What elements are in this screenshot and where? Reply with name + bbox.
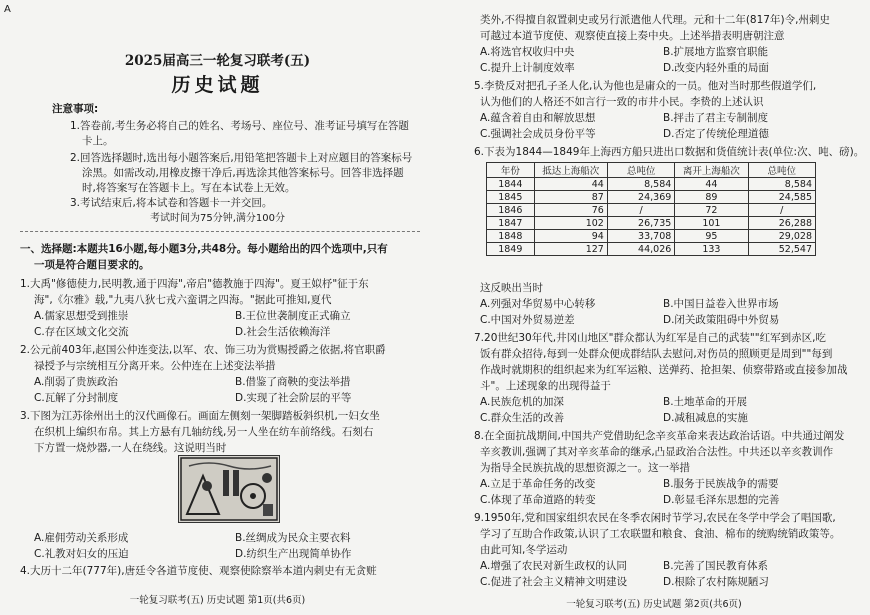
option[interactable]: B.借鉴了商鞅的变法举措 <box>235 376 351 388</box>
section-heading: 一项是符合题目要求的。 <box>34 259 150 271</box>
table-cell: 1845 <box>487 191 535 204</box>
option[interactable]: C.瓦解了分封制度 <box>34 392 119 404</box>
question-6-stem: 这反映出当时 <box>480 282 543 294</box>
option[interactable]: C.存在区域文化交流 <box>34 326 129 338</box>
question-2: 禄授予与宗统相互分离开来。公仲连在上述变法举措 <box>34 360 276 372</box>
question-6: 6.下表为1844—1849年上海西方船只进出口数据和货值统计表(单位:次、吨、磅)。 <box>474 146 865 158</box>
table-cell: 24,369 <box>607 191 674 204</box>
option[interactable]: B.土地革命的开展 <box>663 396 748 408</box>
table-cell: 76 <box>534 204 607 217</box>
option[interactable]: A.将选官权收归中央 <box>480 46 575 58</box>
table-cell: 8,584 <box>748 178 816 191</box>
page-footer: 一轮复习联考(五) 历史试题 第2页(共6页) <box>566 599 742 610</box>
table-cell: 1848 <box>487 230 535 243</box>
option[interactable]: A.雇佣劳动关系形成 <box>34 532 129 544</box>
question-3: 下方置一烧炒器,一人在绕线。这说明当时 <box>34 442 227 454</box>
table-cell: 87 <box>534 191 607 204</box>
table-cell: 133 <box>675 243 748 256</box>
table-header: 离开上海船次 <box>675 163 748 178</box>
section-heading: 一、选择题:本题共16小题,每小题3分,共48分。每小题给出的四个选项中,只有 <box>20 243 388 255</box>
option[interactable]: A.蕴含着自由和解放思想 <box>480 112 596 124</box>
question-9: 由此可知,冬学运动 <box>480 544 568 556</box>
option[interactable]: D.闭关政策阻碍中外贸易 <box>663 314 780 326</box>
table-row <box>487 178 816 191</box>
option[interactable]: B.王位世袭制度正式确立 <box>235 310 351 322</box>
table-row <box>487 204 816 217</box>
table-cell: / <box>607 204 674 217</box>
question-8: 8.在全面抗战期间,中国共产党借助纪念辛亥革命来表达政治话语。中共通过阐发 <box>474 430 845 442</box>
table-cell: 1844 <box>487 178 535 191</box>
option[interactable]: A.立足于革命任务的改变 <box>480 478 596 490</box>
table-cell: 101 <box>675 217 748 230</box>
table-cell: 102 <box>534 217 607 230</box>
option[interactable]: C.促进了社会主义精神文明建设 <box>480 576 628 588</box>
exam-title: 2025届高三一轮复习联考(五) <box>124 53 311 69</box>
table-cell: 1846 <box>487 204 535 217</box>
notice-label: 注意事项: <box>52 103 99 115</box>
option[interactable]: B.抨击了君主专制制度 <box>663 112 769 124</box>
option[interactable]: A.儒家思想受到推崇 <box>34 310 129 322</box>
table-cell: 29,028 <box>748 230 816 243</box>
option[interactable]: D.彰显毛泽东思想的完善 <box>663 494 780 506</box>
question-9: 学习了互助合作政策,认识了工农联盟和粮食、食油、棉布的统购统销政策等。 <box>480 528 841 540</box>
option[interactable]: A.民族危机的加深 <box>480 396 564 408</box>
table-row <box>487 243 816 256</box>
notice-line: 涂黑。如需改动,用橡皮擦干净后,再选涂其他答案标号。回答非选择题 <box>82 167 404 179</box>
time-line: 考试时间为75分钟,满分100分 <box>150 213 285 224</box>
stone-relief-image <box>178 455 280 523</box>
option[interactable]: B.中国日益卷入世界市场 <box>663 298 779 310</box>
question-4: 4.大历十二年(777年),唐廷令各道节度使、观察使除察举本道内刺史有无贪赃 <box>20 565 377 577</box>
question-3: 在织机上编织布帛。其上方悬有几轴纺线,另一人坐在纺车前络线。石刻右 <box>34 426 374 438</box>
subject-title: 历史试题 <box>171 74 264 96</box>
option[interactable]: D.根除了农村陈规陋习 <box>663 576 769 588</box>
table-cell: 26,735 <box>607 217 674 230</box>
table-cell: 52,547 <box>748 243 816 256</box>
question-7: 斗"。上述现象的出现得益于 <box>480 380 611 392</box>
table-cell: 95 <box>675 230 748 243</box>
option[interactable]: C.中国对外贸易逆差 <box>480 314 575 326</box>
corner-mark: A <box>4 4 11 15</box>
option[interactable]: A.增强了农民对新生政权的认同 <box>480 560 627 572</box>
question-8: 为指导全民族抗战的思想资源之一。这一举措 <box>480 462 690 474</box>
question-5: 认为他们的人格还不如言行一致的市井小民。李贽的上述认识 <box>480 96 764 108</box>
table-cell: 89 <box>675 191 748 204</box>
question-7: 7.20世纪30年代,井冈山地区"群众都认为红军是自己的武装""红军到赤区,吃 <box>474 332 826 344</box>
question-7: 饭有群众招待,每到一处群众便成群结队去慰问,对伤员的照顾更是周到""每到 <box>480 348 833 360</box>
option[interactable]: D.改变内轻外重的局面 <box>663 62 769 74</box>
table-header: 总吨位 <box>607 163 674 178</box>
table-header: 抵达上海船次 <box>534 163 607 178</box>
question-4-continued: 类外,不得擅自叙置刺史或另行派遣他人代理。元和十二年(817年)令,州刺史 <box>480 14 830 26</box>
option[interactable]: C.提升上计制度效率 <box>480 62 575 74</box>
option[interactable]: D.实现了社会阶层的平等 <box>235 392 352 404</box>
table-row <box>487 191 816 204</box>
table-header: 总吨位 <box>748 163 816 178</box>
exam-page-2 <box>438 0 870 615</box>
table-cell: 26,288 <box>748 217 816 230</box>
notice-line: 2.回答选择题时,选出每小题答案后,用铅笔把答题卡上对应题目的答案标号 <box>70 152 413 164</box>
table-cell: 8,584 <box>607 178 674 191</box>
notice-line: 时,将答案写在答题卡上。写在本试卷上无效。 <box>82 182 296 194</box>
question-1: 1.大禹"修德使力,民明教,通于四海",帝启"德教施于四海"。夏王姒杼"征于东 <box>20 278 369 290</box>
table-cell: / <box>748 204 816 217</box>
option[interactable]: B.扩展地方监察官职能 <box>663 46 769 58</box>
shipping-table <box>486 162 816 256</box>
table-cell: 1849 <box>487 243 535 256</box>
option[interactable]: B.服务于民族战争的需要 <box>663 478 779 490</box>
page-footer: 一轮复习联考(五) 历史试题 第1页(共6页) <box>129 595 306 606</box>
option[interactable]: D.否定了传统伦理道德 <box>663 128 769 140</box>
table-cell: 44 <box>534 178 607 191</box>
table-header-row <box>487 163 816 178</box>
table-cell: 33,708 <box>607 230 674 243</box>
table-row <box>487 217 816 230</box>
notice-line: 1.答卷前,考生务必将自己的姓名、考场号、座位号、准考证号填写在答题 <box>70 120 409 132</box>
question-1: 海",《尔雅》载,"九夷八狄七戎六蛮谓之四海。"据此可推知,夏代 <box>34 294 332 306</box>
option[interactable]: B.完善了国民教育体系 <box>663 560 769 572</box>
question-9: 9.1950年,党和国家组织农民在冬季农闲时节学习,农民在冬学中学会了唱国歌, <box>474 512 836 524</box>
table-row <box>487 230 816 243</box>
divider <box>20 231 420 232</box>
question-3: 3.下图为江苏徐州出土的汉代画像石。画面左侧刻一架脚踏板斜织机,一妇女坐 <box>20 410 380 422</box>
question-7: 作战时就期积的组织起来为红军运粮、送弹药、抢担架、侦察带路或直接参加战 <box>480 364 848 376</box>
table-cell: 1847 <box>487 217 535 230</box>
option[interactable]: A.削弱了贵族政治 <box>34 376 118 388</box>
option[interactable]: D.减租减息的实施 <box>663 412 748 424</box>
option[interactable]: C.群众生活的改善 <box>480 412 565 424</box>
option[interactable]: D.社会生活依赖海洋 <box>235 326 331 338</box>
option[interactable]: B.丝绸成为民众主要衣料 <box>235 532 351 544</box>
option[interactable]: C.体现了革命道路的转变 <box>480 494 596 506</box>
notice-line: 卡上。 <box>82 135 114 147</box>
question-5: 5.李贽反对把孔子圣人化,认为他也是庸众的一员。他对当时那些假道学们, <box>474 80 817 92</box>
table-cell: 24,585 <box>748 191 816 204</box>
option[interactable]: A.列强对华贸易中心转移 <box>480 298 596 310</box>
question-2: 2.公元前403年,赵国公仲连变法,以军、农、饰三功为赏赐授爵之依据,将官职爵 <box>20 344 386 356</box>
option[interactable]: D.纺织生产出现简单协作 <box>235 548 352 560</box>
table-cell: 72 <box>675 204 748 217</box>
question-4-continued: 可越过本道节度使、观察使直接上奏中央。上述举措表明唐朝注意 <box>480 30 785 42</box>
table-header: 年份 <box>487 163 535 178</box>
table-cell: 127 <box>534 243 607 256</box>
option[interactable]: C.礼教对妇女的压迫 <box>34 548 129 560</box>
notice-line: 3.考试结束后,将本试卷和答题卡一并交回。 <box>70 197 273 209</box>
table-cell: 44 <box>675 178 748 191</box>
table-cell: 94 <box>534 230 607 243</box>
table-cell: 44,026 <box>607 243 674 256</box>
option[interactable]: C.强调社会成员身份平等 <box>480 128 596 140</box>
question-8: 辛亥教训,强调了其对辛亥革命的继承,凸显政治合法性。中共还以辛亥教训作 <box>480 446 834 458</box>
